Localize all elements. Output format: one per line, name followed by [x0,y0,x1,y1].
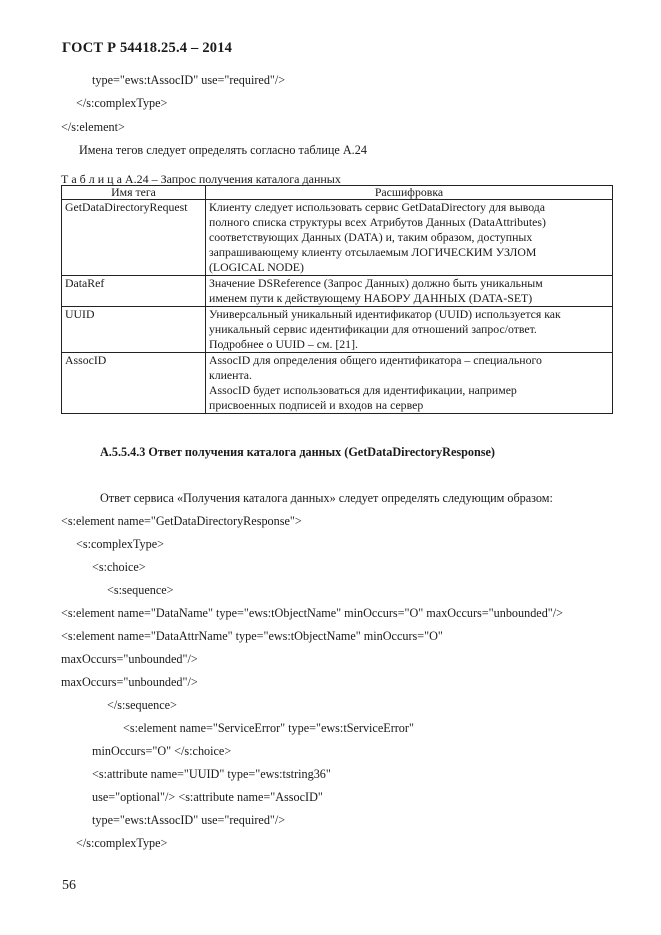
description-line: присвоенных подписей и входов на сервер [209,398,424,412]
description-line: полного списка структуры всех Атрибутов Данных (DataAttributes) [209,215,546,229]
code-line: </s:sequence> [107,698,177,712]
tag-name-cell: AssocID [62,353,206,414]
description-line: именем пути к действующему НАБОРУ ДАННЫХ (DATA-SET) [209,291,533,305]
code-line: use="optional"/> <s:attribute name="AssocID" [92,790,323,804]
description-line: Клиенту следует использовать сервис GetDataDirectory для вывода [209,200,546,214]
description-line: соответствующих Данных (DATA) и, таким образом, доступных [209,230,533,244]
code-line: <s:element name="DataName" type="ews:tObjectName" minOccurs="O" maxOccurs="unbounded"/> [61,606,564,620]
code-line: <s:element name="GetDataDirectoryResponse"> [61,514,302,528]
code-line: type="ews:tAssocID" use="required"/> [92,813,286,827]
description-line: клиента. [209,368,252,382]
code-line: </s:complexType> [76,96,168,110]
description-line: Значение DSReference (Запрос Данных) должно быть уникальным [209,276,543,290]
table-row [62,276,613,307]
description-line: запрашивающему клиенту отсылаемым ЛОГИЧЕСКИМ УЗЛОМ [209,245,537,259]
table-row [62,200,613,276]
response-paragraph: Ответ сервиса «Получения каталога данных» следует определять следующим образом: [100,491,553,505]
code-line: <s:attribute name="UUID" type="ews:tstring36" [92,767,331,781]
description-line: AssocID будет использоваться для идентификации, например [209,383,517,397]
code-line: maxOccurs="unbounded"/> [61,675,198,689]
description-line: уникальный сервис идентификации для отношений запрос/ответ. [209,322,537,336]
page-number: 56 [62,878,76,893]
code-line: <s:element name="ServiceError" type="ews:tServiceError" [123,721,414,735]
code-line: minOccurs="O" </s:choice> [92,744,232,758]
tag-name-cell: GetDataDirectoryRequest [62,200,206,276]
description-line: AssocID для определения общего идентификатора – специального [209,353,542,367]
page-header: ГОСТ Р 54418.25.4 – 2014 [62,40,233,56]
column-header: Имя тега [62,186,206,200]
description-line: (LOGICAL NODE) [209,260,304,274]
code-line: <s:choice> [92,560,146,574]
code-line: maxOccurs="unbounded"/> [61,652,198,666]
tag-name-cell: DataRef [62,276,206,307]
table-row [62,307,613,353]
code-line: <s:sequence> [107,583,174,597]
code-line: type="ews:tAssocID" use="required"/> [92,73,286,87]
description-cell [206,276,613,307]
code-line: <s:element name="DataAttrName" type="ews:tObjectName" minOccurs="O" [61,629,443,643]
code-line: </s:complexType> [76,836,168,850]
section-heading: А.5.5.4.3 Ответ получения каталога данных (GetDataDirectoryResponse) [100,445,495,459]
tag-name-cell: UUID [62,307,206,353]
table-caption: Т а б л и ц а А.24 – Запрос получения каталога данных [61,172,341,186]
description-cell [206,353,613,414]
description-cell [206,200,613,276]
code-line: <s:complexType> [76,537,165,551]
description-line: Подробнее о UUID – см. [21]. [209,337,358,351]
table-row [62,353,613,414]
description-cell [206,307,613,353]
column-header: Расшифровка [206,186,613,200]
description-line: Универсальный уникальный идентификатор (UUID) используется как [209,307,561,321]
intro-paragraph: Имена тегов следует определять согласно таблице А.24 [79,143,367,157]
code-line: </s:element> [61,120,125,134]
tag-table [61,185,613,414]
